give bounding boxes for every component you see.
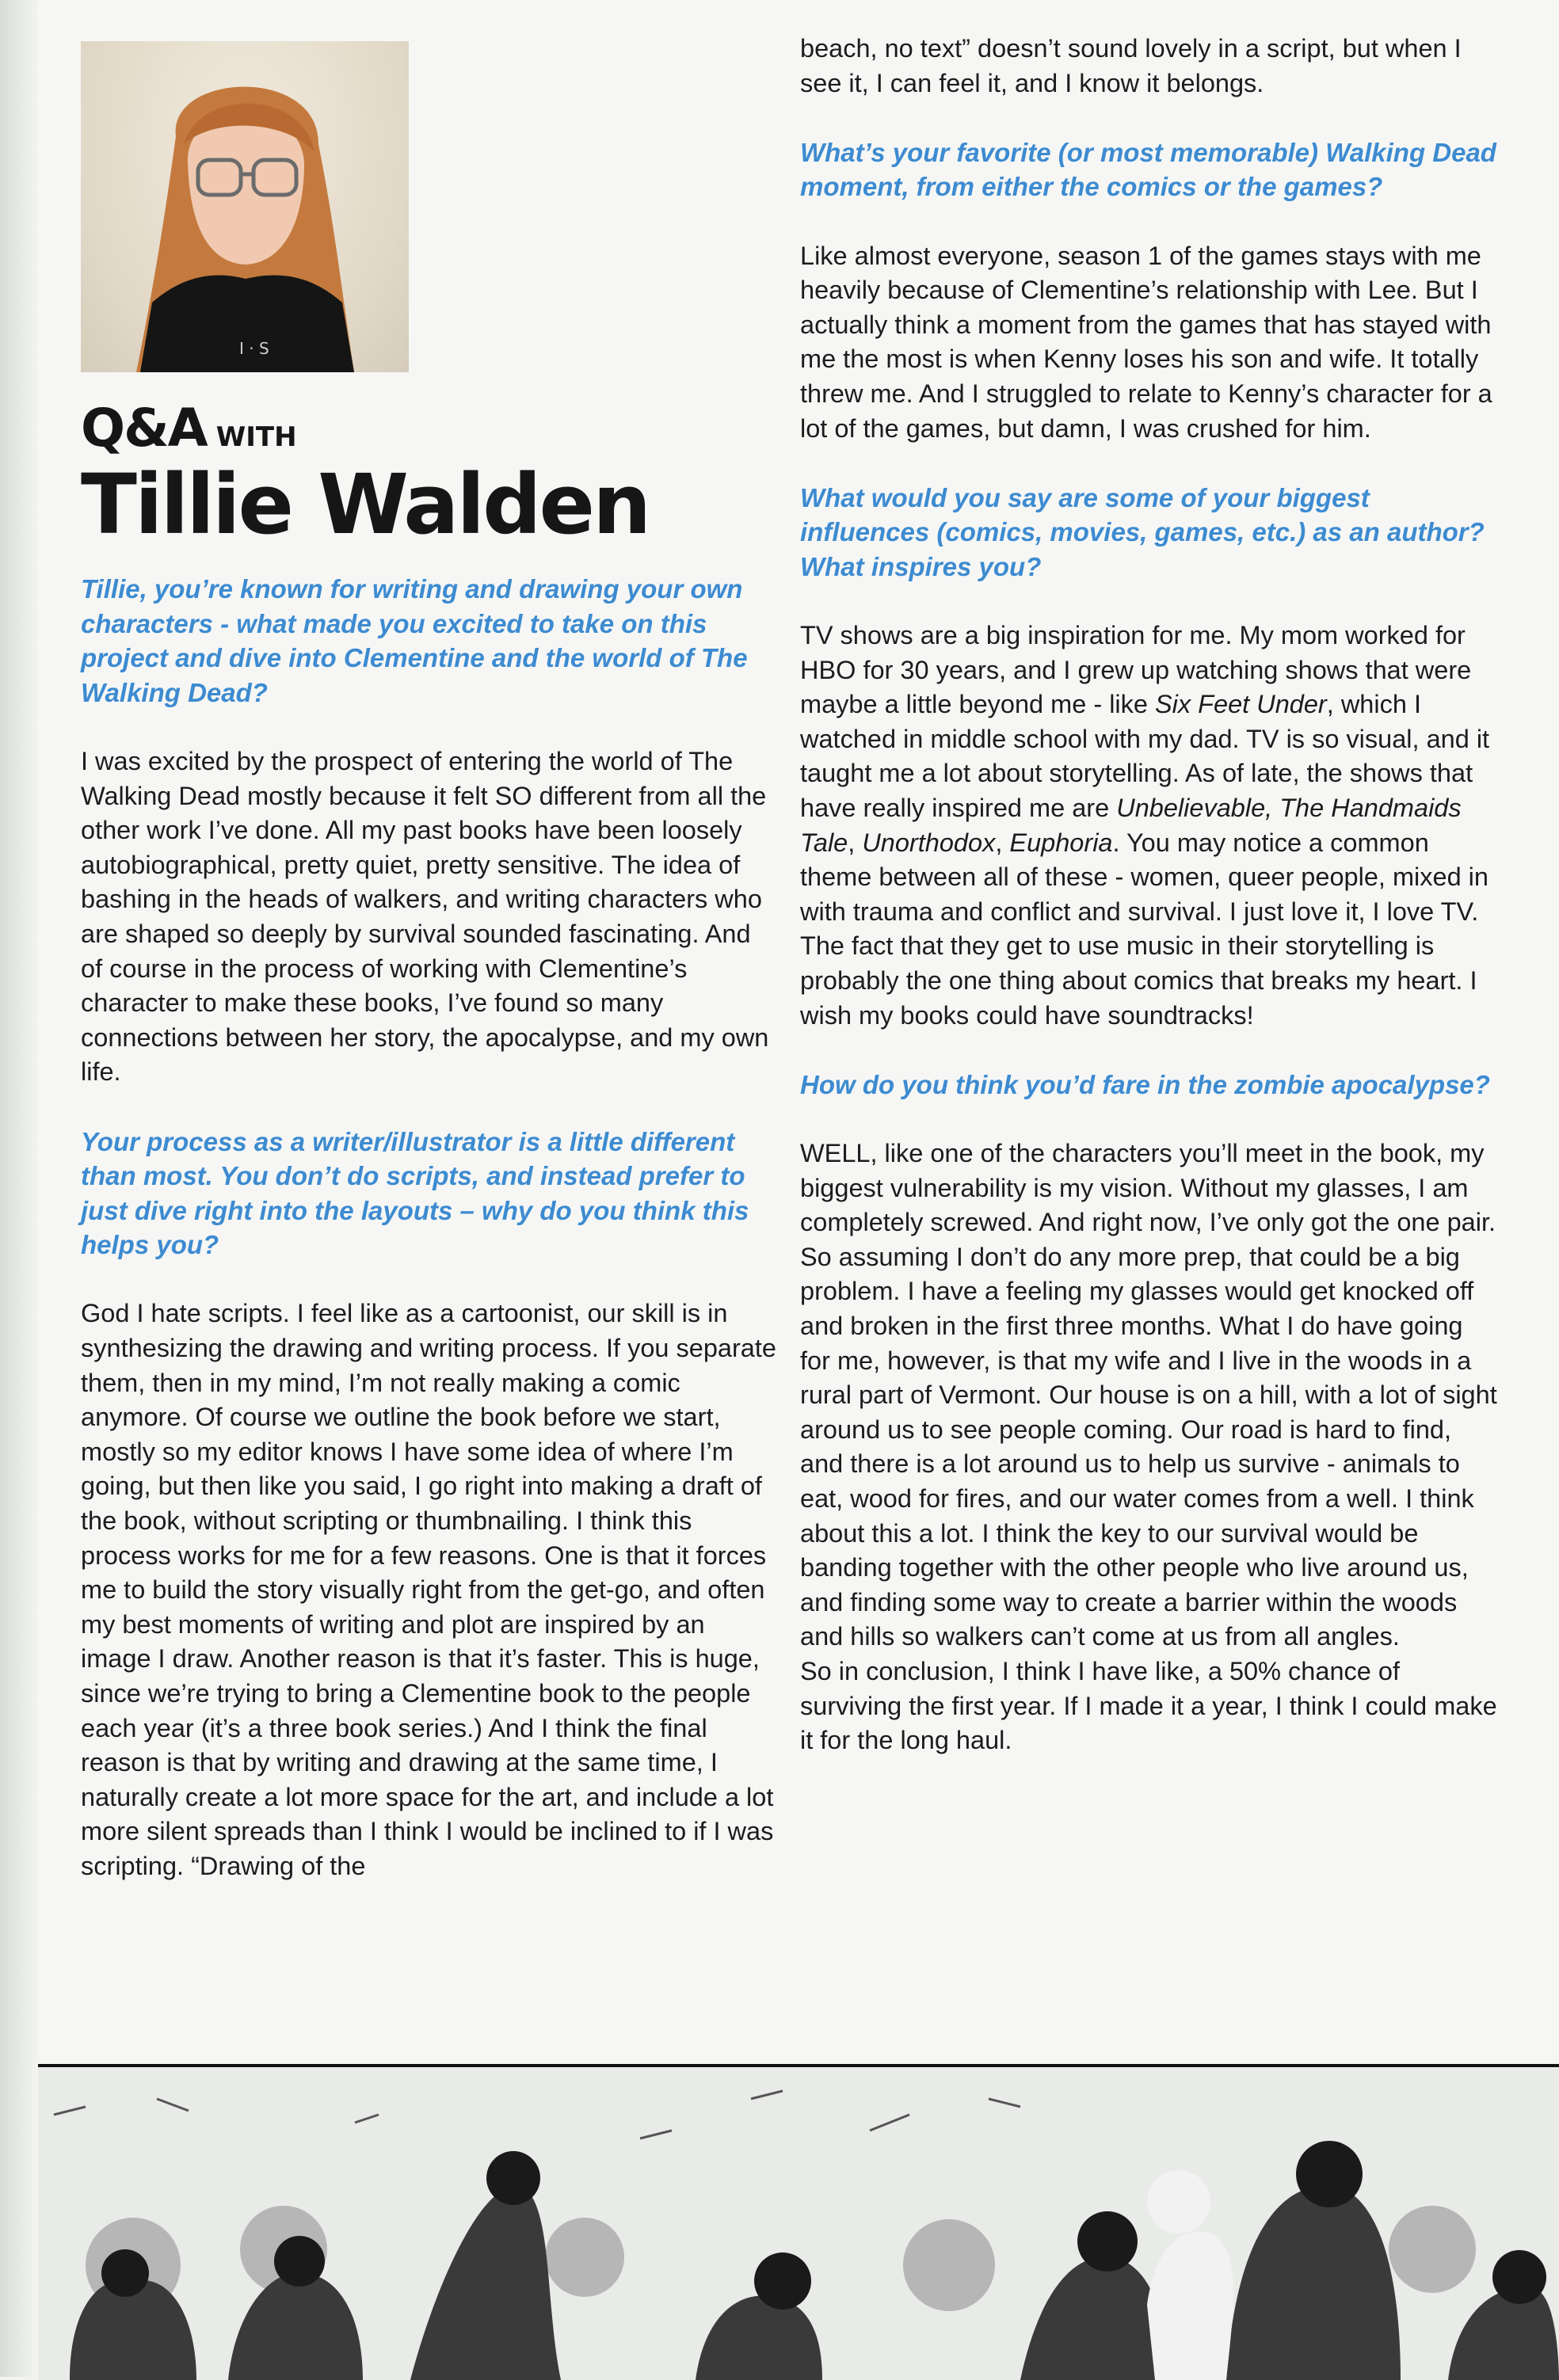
separator: ,: [848, 828, 863, 857]
question-4: What would you say are some of your biggest influences (comics, movies, games, etc.) as an author? What inspires you?: [800, 482, 1485, 581]
answer-4-part-1: TV shows are a big inspiration for me. My mom worked for HBO for 30 years, and I grew up watching shows that were maybe a little beyond me - like: [800, 621, 1472, 719]
zombie-horde-illustration: [38, 2064, 1559, 2380]
author-portrait: [81, 41, 409, 372]
answer-2: God I hate scripts. I feel like as a cartoonist, our skill is in synthesizing the drawing and writing process. If you separate them, then in my mind, I’m not really making a comic anymore. Of course we outline the book before we start, mostly so my editor knows I have some idea of where I’m going, but then like you said, I go right into making a draft of the book, without scripting or thumbnailing. I think this process works for me for a few reasons. One is that it forces me to build the story visually right from the get-go, and often my best moments of writing and plot are inspired by an image I draw. Another reason is that it’s faster. This is huge, since we’re trying to bring a Clementine book to the people each year (it’s a three book series.) And I think the final reason is that by writing and drawing at the same time, I naturally create a lot more space for the art, and include a lot more silent spreads than I think I would be inclined to if I was scripting. “Drawing of the: [81, 1299, 776, 1880]
interviewee-name: Tillie Walden: [81, 456, 650, 553]
right-column: [800, 32, 1497, 1758]
svg-text:I · S: I · S: [239, 339, 269, 358]
qa-label: Q&A: [81, 398, 207, 459]
show-title: Euphoria: [1009, 828, 1113, 857]
question-3: What’s your favorite (or most memorable) Walking Dead moment, from either the comics or the games?: [800, 137, 1496, 202]
left-column: [81, 572, 778, 1884]
answer-4-part-2: , which I watched in middle school with my dad. TV is so visual, and it taught me a lot about storytelling. As of late, the shows that have really inspired me are: [800, 690, 1490, 823]
page-gutter: [0, 0, 38, 2377]
show-title: Unorthodox: [862, 828, 996, 857]
answer-4-part-3: . You may notice a common theme between all of these - women, queer people, mixed in with trauma and conflict and survival. I just love it, I love TV. The fact that they get to use music in their storytelling is probably the one thing about comics that breaks my heart. I wish my books could have soundtracks!: [800, 828, 1488, 1030]
qa-kicker: [81, 398, 297, 459]
answer-2-continued: beach, no text” doesn’t sound lovely in a script, but when I see it, I can feel it, and I know it belongs.: [800, 34, 1462, 97]
question-5: How do you think you’d fare in the zombie apocalypse?: [800, 1069, 1490, 1099]
answer-1: I was excited by the prospect of entering the world of The Walking Dead mostly because it felt SO different from all the other work I’ve done. All my past books have been loosely autobiographical, pretty quiet, pretty sensitive. The idea of bashing in the heads of walkers, and writing characters who are shaped so deeply by survival sounded fascinating. And of course in the process of working with Clementine’s character to make these books, I’ve found so many connections between her story, the apocalypse, and my own life.: [81, 746, 769, 1087]
answer-5: WELL, like one of the characters you’ll meet in the book, my biggest vulnerability is my vision. Without my glasses, I am completely screwed. And right now, I’ve only got the one pair. So assuming I don’t do any more prep, that could be a big problem. I have a feeling my glasses would get knocked off and broken in the first three months. What I do have going for me, however, is that my wife and I live in the woods in a rural part of Vermont. Our house is on a hill, with a lot of sight around us to see people coming. Our road is hard to find, and there is a lot around us to help us survive - animals to eat, wood for fires, and our water comes from a well. I think about this a lot. I think the key to our survival would be banding together with the other people who live around us, and finding some way to create a barrier within the woods and hills so walkers can’t come at us from all angles.: [800, 1139, 1497, 1651]
separator: ,: [995, 828, 1010, 857]
show-title: Six Feet Under: [1155, 690, 1327, 719]
question-2: Your process as a writer/illustrator is a little different than most. You don’t do scripts, and instead prefer to just dive right into the layouts – why do you think this helps you?: [81, 1126, 749, 1260]
with-label: WITH: [215, 421, 297, 453]
answer-5-conclusion: So in conclusion, I think I have like, a 50% chance of surviving the first year. If I made it a year, I think I could make it for the long haul.: [800, 1656, 1497, 1755]
answer-4: [800, 619, 1497, 1033]
question-1: Tillie, you’re known for writing and drawing your own characters - what made you excited to take on this project and dive into Clementine and the world of The Walking Dead?: [81, 574, 748, 707]
show-title: Unbelievable, The Handmaids Tale: [800, 794, 1462, 857]
answer-3: Like almost everyone, season 1 of the games stays with me heavily because of Clementine’s relationship with Lee. But I actually think a moment from the games that has stayed with me the most is when Kenny loses his son and wife. It totally threw me. And I struggled to relate to Kenny’s character for a lot of the games, but damn, I was crushed for him.: [800, 241, 1492, 443]
